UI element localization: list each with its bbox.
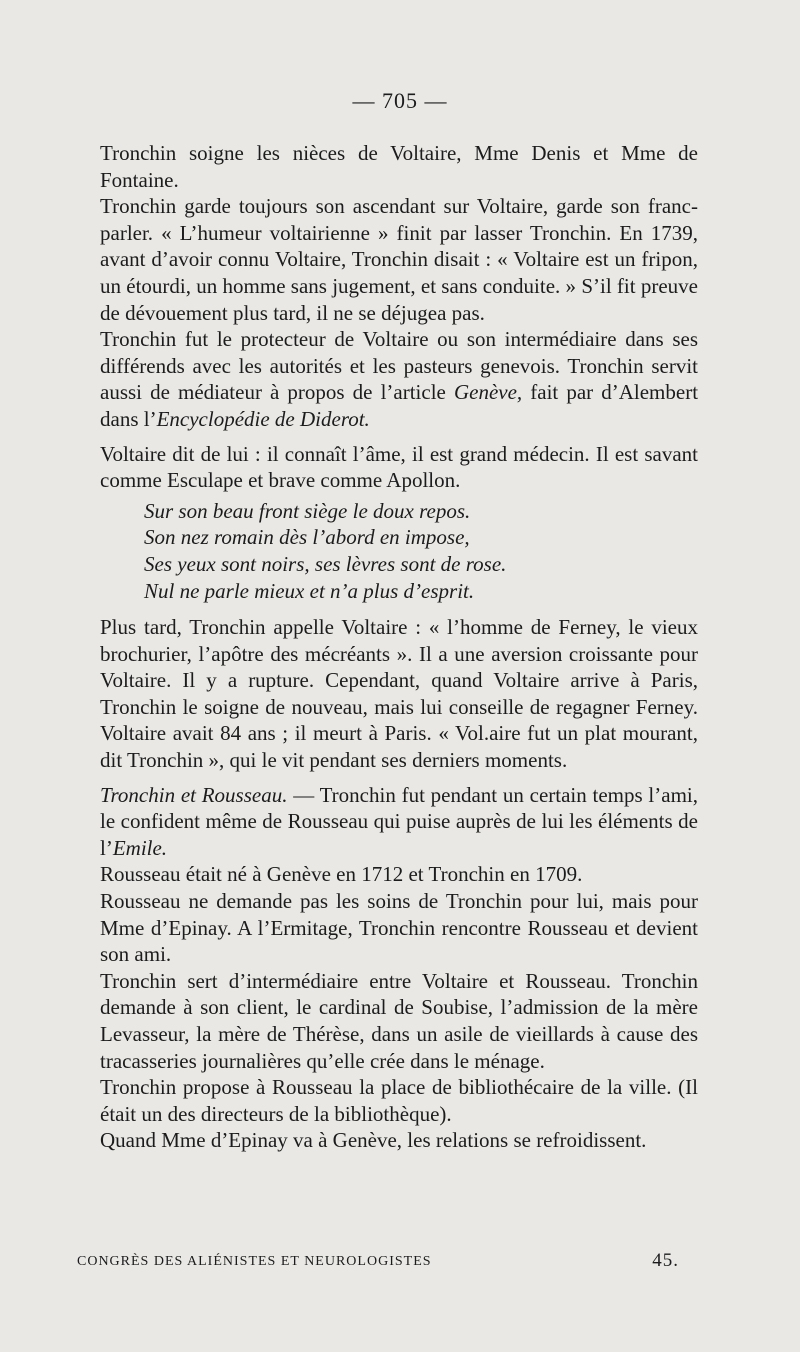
paragraph-text: fait par d’Alembert dans l’: [100, 380, 699, 431]
verse-line: Son nez romain dès l’abord en impose,: [144, 525, 470, 550]
section-heading: Tronchin et Rousseau.: [100, 782, 288, 807]
verse-line: Nul ne parle mieux et n’a plus d’esprit.: [144, 578, 475, 603]
paragraph-text: — Tronchin fut pendant un certain temps l’ami, le confident même de Rousseau qui puise auprès de lui les éléments de l’: [100, 782, 698, 860]
paragraph: Rousseau ne demande pas les soins de Tronchin pour lui, mais pour Mme d’Epinay. A l’Ermitage, Tronchin rencontre Rousseau et devient son ami.: [100, 889, 698, 967]
paragraph: Tronchin sert d’intermédiaire entre Voltaire et Rousseau. Tronchin demande à son client, le cardinal de Soubise, l’admission de la mère Levasseur, la mère de Thérèse, dans un asile de vieillards à cause des tracasseries journalières qu’elle crée dans le ménage.: [100, 968, 698, 1073]
paragraph: Tronchin garde toujours son ascendant sur Voltaire, garde son franc-parler. « L’humeur voltairienne » finit par lasser Tronchin. En 1739, avant d’avoir connu Voltaire, Tronchin disait : « Voltaire est un fripon, un étourdi, un homme sans jugement, et sans conduite. » S’il fit preuve de dévouement plus tard, il ne se déjugea pas.: [100, 194, 698, 325]
verse-line: Ses yeux sont noirs, ses lèvres sont de rose.: [144, 551, 507, 576]
paragraph: Tronchin soigne les nièces de Voltaire, Mme Denis et Mme de Fontaine.: [100, 141, 698, 192]
paragraph: Plus tard, Tronchin appelle Voltaire : « l’homme de Ferney, le vieux brochurier, l’apôtre des mécréants ». Il a une aversion croissante pour Voltaire. Il y a rupture. Cependant, quand Voltaire arrive à Paris, Tronchin le soigne de nouveau, mais lui conseille de regagner Ferney. Voltaire avait 84 ans ; il meurt à Paris. « Vol.aire fut un plat mourant, dit Tronchin », qui le vit pendant ses derniers moments.: [100, 615, 698, 773]
footer-publication: CONGRÈS DES ALIÉNISTES ET NEUROLOGISTES: [77, 1254, 432, 1269]
paragraph: Rousseau était né à Genève en 1712 et Tronchin en 1709.: [100, 862, 583, 887]
italic-title-geneve: Genève,: [453, 380, 523, 405]
verse-quote: [144, 498, 698, 604]
paragraph: Quand Mme d’Epinay va à Genève, les relations se refroidissent.: [100, 1128, 647, 1153]
paragraph: Voltaire dit de lui : il connaît l’âme, il est grand médecin. Il est savant comme Esculape et brave comme Apollon.: [100, 441, 698, 493]
footer-folio: 45.: [652, 1250, 679, 1271]
paragraph: [100, 326, 698, 432]
italic-title-encyclopedie: Encyclopédie de Diderot.: [156, 406, 370, 431]
italic-title-emile: Emile.: [112, 835, 168, 860]
paragraph: [100, 782, 698, 862]
page-number: — 705 —: [352, 88, 448, 113]
paragraph: Tronchin propose à Rousseau la place de bibliothécaire de la ville. (Il était un des directeurs de la bibliothèque).: [100, 1075, 698, 1126]
body-text: [100, 140, 698, 1154]
paragraph-text: Tronchin fut le protecteur de Voltaire ou son intermédiaire dans ses différends avec les autorités et les pasteurs genevois. Tronchin servit aussi de médiateur à propos de l’article: [100, 327, 698, 405]
verse-line: Sur son beau front siège le doux repos.: [144, 498, 471, 523]
